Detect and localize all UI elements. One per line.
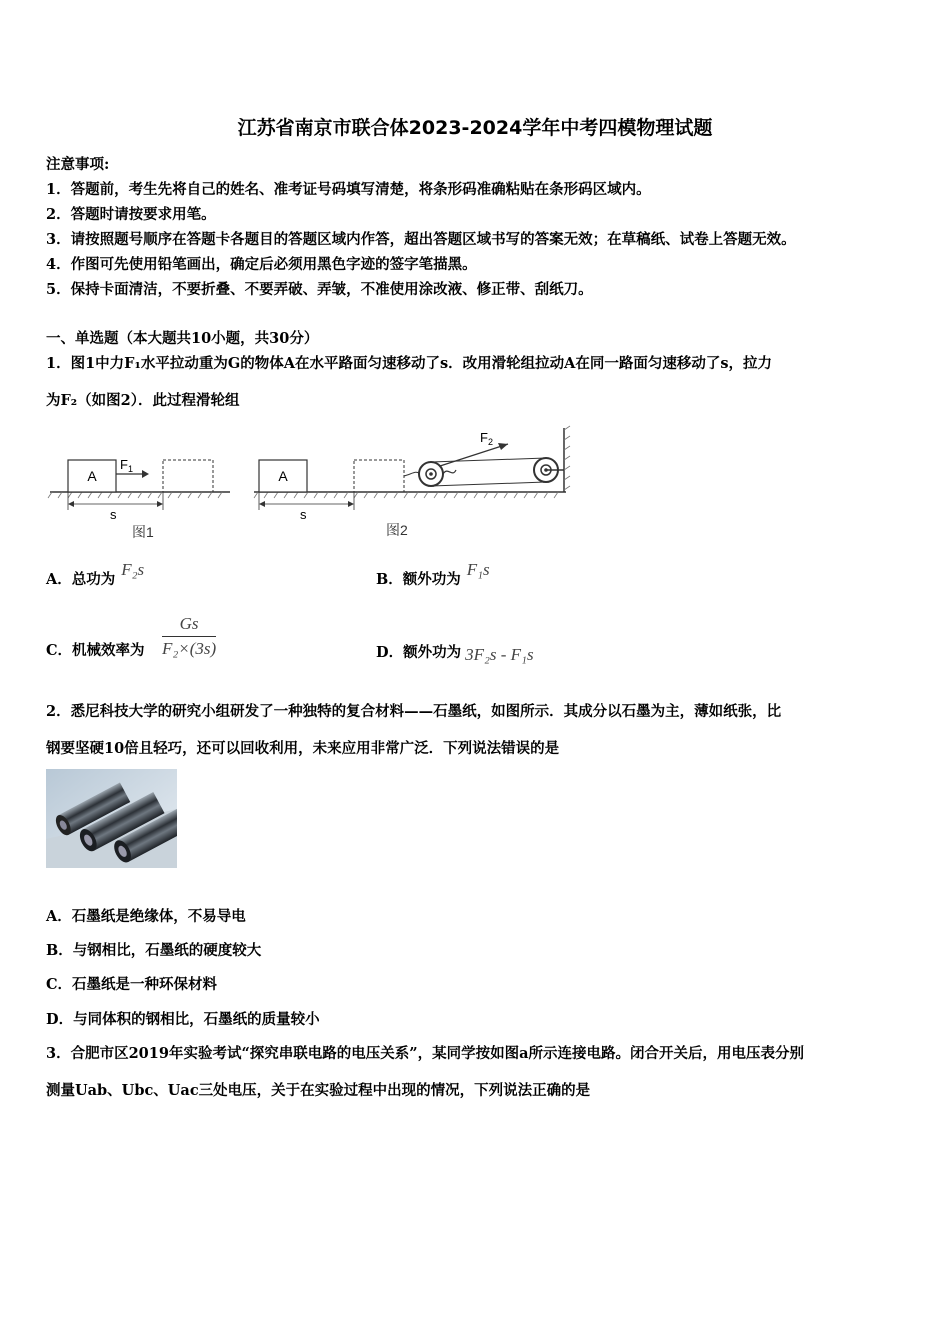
notice-item: 1．答题前，考生先将自己的姓名、准考证号码填写清楚，将条形码准确粘贴在条形码区域内。 — [46, 181, 651, 198]
q2-option-c[interactable]: C．石墨纸是一种环保材料 — [46, 976, 218, 993]
f1-label: $F_1$ — [120, 457, 133, 474]
option-c-fraction — [162, 614, 216, 659]
option-a[interactable] — [46, 560, 145, 589]
question-3-text: 3．合肥市区2019年实验考试“探究串联电路的电压关系”，某同学按如图a所示连接电路。闭合开关后，用电压表分别 — [46, 1045, 805, 1062]
figure-1-caption: 图1 — [132, 524, 154, 540]
q2-option-d[interactable]: D．与同体积的钢相比，石墨纸的质量较小 — [46, 1011, 320, 1028]
question-1-text: 1．图1中力F₁水平拉动重为G的物体A在水平路面匀速移动了s．改用滑轮组拉动A在同一路面匀速移动了s，拉力 — [46, 355, 773, 372]
option-a-label: A．总功为 — [46, 571, 116, 588]
graphite-paper-photo — [46, 769, 177, 868]
f2-label: $F_2$ — [480, 430, 493, 447]
figure-1 — [48, 457, 230, 540]
block-a-label: A — [278, 468, 288, 484]
question-3-text: 测量Uab、Ubc、Uac三处电压，关于在实验过程中出现的情况，下列说法正确的是 — [46, 1082, 591, 1099]
q2-option-b[interactable]: B．与钢相比，石墨纸的硬度较大 — [46, 942, 262, 959]
question-1-text: 为F₂（如图2）．此过程滑轮组 — [46, 392, 240, 409]
notice-item: 5．保持卡面清洁，不要折叠、不要弄破、弄皱，不准使用涂改液、修正带、刮纸刀。 — [46, 281, 593, 298]
option-b-formula: F₁s — [466, 560, 490, 579]
fraction-numerator: Gs — [162, 614, 216, 637]
page-title: 江苏省南京市联合体2023-2024学年中考四模物理试题 — [237, 117, 713, 139]
notice-item: 4．作图可先使用铅笔画出，确定后必须用黑色字迹的签字笔描黑。 — [46, 256, 477, 273]
pulley-figure — [46, 420, 576, 545]
option-b[interactable] — [376, 560, 490, 589]
option-d-label: D．额外功为 — [376, 644, 462, 661]
block-a-final-position — [163, 460, 213, 492]
distance-label: s — [300, 507, 307, 522]
notice-heading: 注意事项: — [46, 156, 110, 173]
option-c-label: C．机械效率为 — [46, 642, 145, 659]
notice-item: 3．请按照题号顺序在答题卡各题目的答题区域内作答，超出答题区域书写的答案无效；在草稿纸、试卷上答题无效。 — [46, 231, 796, 248]
q2-option-a[interactable]: A．石墨纸是绝缘体，不易导电 — [46, 908, 246, 925]
question-2-text: 钢要坚硬10倍且轻巧，还可以回收利用，未来应用非常广泛．下列说法错误的是 — [46, 740, 560, 757]
option-d-formula: 3F₂s - F₁s — [465, 645, 534, 664]
notice-item: 2．答题时请按要求用笔。 — [46, 206, 216, 223]
section-heading: 一、单选题（本大题共10小题，共30分） — [46, 330, 319, 347]
fraction-denominator: F₂×(3s) — [162, 639, 217, 658]
block-a-label: A — [87, 468, 97, 484]
option-b-label: B．额外功为 — [376, 571, 461, 588]
option-a-formula: F₂s — [121, 560, 145, 579]
figure-2 — [254, 426, 570, 538]
option-c[interactable] — [46, 614, 217, 659]
block-a-final-position — [354, 460, 404, 492]
distance-label: s — [110, 507, 117, 522]
option-d[interactable] — [376, 641, 534, 662]
question-2-text: 2．悉尼科技大学的研究小组研发了一种独特的复合材料——石墨纸，如图所示．其成分以石墨为主，薄如纸张，比 — [46, 703, 782, 720]
figure-2-caption: 图2 — [386, 522, 408, 538]
